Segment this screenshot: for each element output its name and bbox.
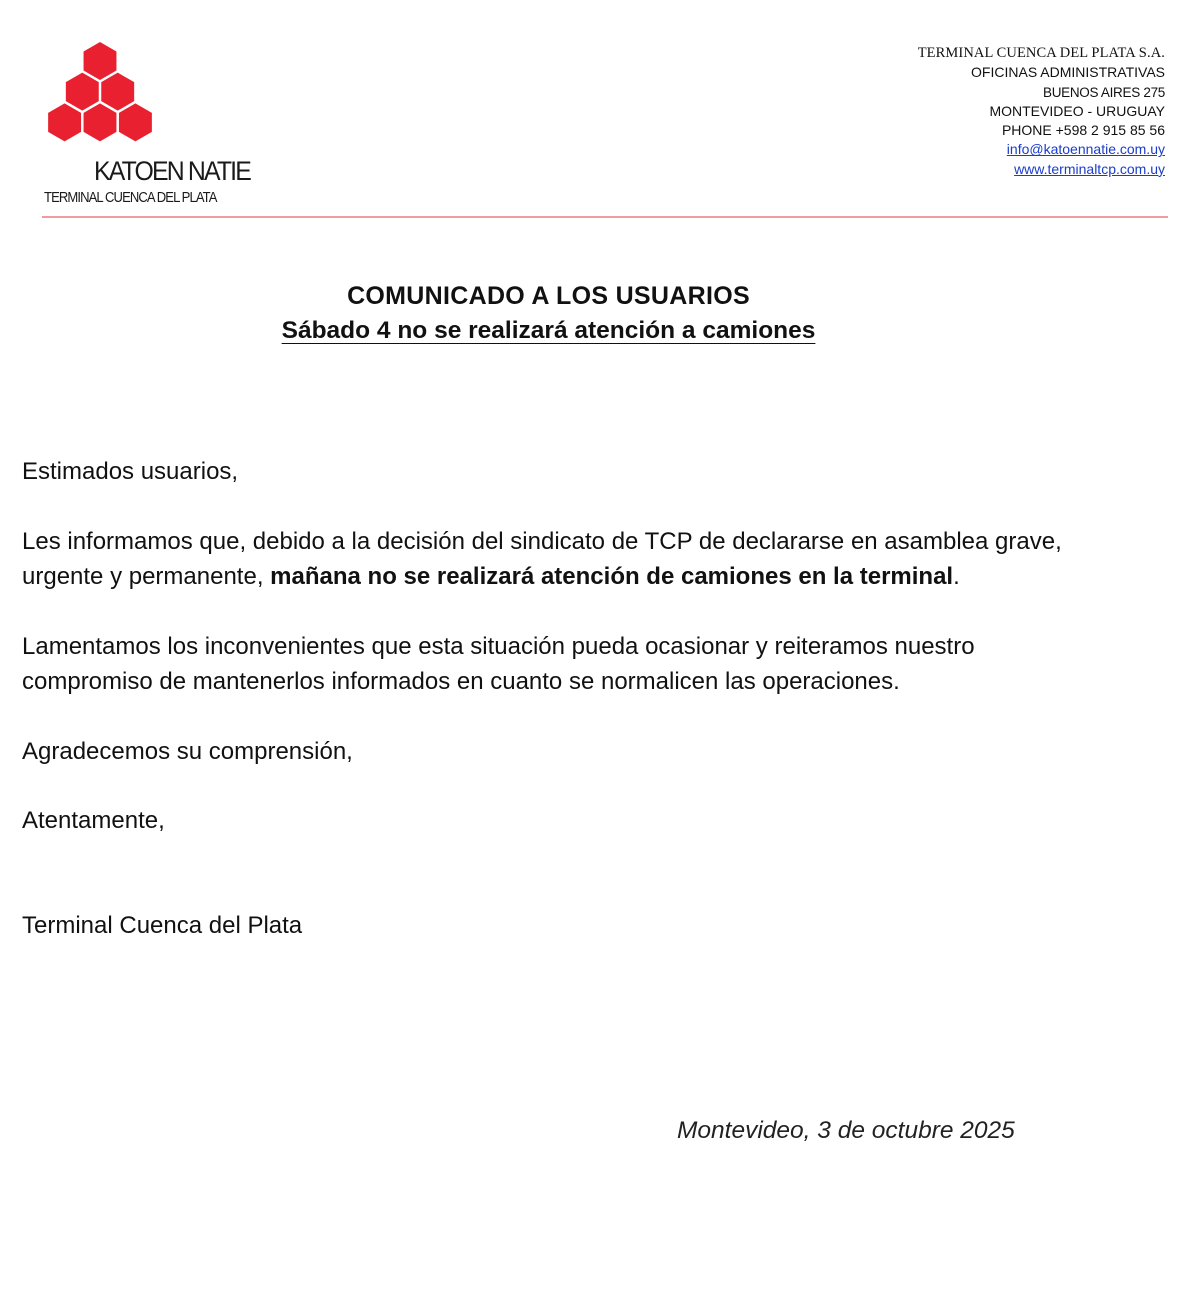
office-label: OFICINAS ADMINISTRATIVAS xyxy=(971,64,1165,81)
logo-hexagon-3 xyxy=(48,103,81,141)
city: MONTEVIDEO - URUGUAY xyxy=(989,102,1165,119)
company-logo xyxy=(40,38,280,213)
paragraph-apology: Lamentamos los inconvenientes que esta situación pueda ocasionar y reiteramos nuestro compromiso de mantenerlos informados en cuanto se normalicen las operaciones. xyxy=(22,632,975,695)
greeting: Estimados usuarios, xyxy=(22,458,239,485)
header-divider xyxy=(42,216,1168,218)
notice-text: Les informamos que, debido a la decisión del sindicato de TCP de declararse en asamblea grave, urgente y permanente, xyxy=(22,527,1062,590)
document-subtitle: Sábado 4 no se realizará atención a camiones xyxy=(281,317,816,344)
phone: PHONE +598 2 915 85 56 xyxy=(1001,122,1165,139)
website-link[interactable]: www.terminaltcp.com.uy xyxy=(1014,160,1165,177)
contact-block xyxy=(918,44,1165,179)
hexagon-cluster-icon xyxy=(48,40,152,156)
logo-brand-subtitle: TERMINAL CUENCA DEL PLATA xyxy=(44,190,217,206)
logo-brand-name: KATOEN NATIE xyxy=(94,156,250,186)
document-body xyxy=(22,454,1082,943)
logo-hexagon-2 xyxy=(101,73,134,111)
address: BUENOS AIRES 275 xyxy=(1042,84,1165,100)
document-title: COMUNICADO A LOS USUARIOS xyxy=(347,282,750,310)
company-name: TERMINAL CUENCA DEL PLATA S.A. xyxy=(917,45,1165,61)
place-date: Montevideo, 3 de octubre 2025 xyxy=(677,1117,1015,1144)
notice-emphasis: mañana no se realizará atención de camiones en la terminal xyxy=(270,563,954,590)
logo-hexagon-0 xyxy=(84,42,117,80)
closing-line: Atentamente, xyxy=(22,807,165,834)
logo-hexagon-4 xyxy=(84,103,117,141)
title-block xyxy=(0,280,1097,349)
thanks-line: Agradecemos su comprensión, xyxy=(22,737,353,765)
paragraph-notice xyxy=(22,524,1082,595)
email-link[interactable]: info@katoennatie.com.uy xyxy=(1006,141,1165,158)
logo-hexagon-1 xyxy=(66,73,99,111)
notice-end: . xyxy=(953,563,960,590)
logo-hexagon-5 xyxy=(119,103,152,141)
signature: Terminal Cuenca del Plata xyxy=(22,911,303,939)
